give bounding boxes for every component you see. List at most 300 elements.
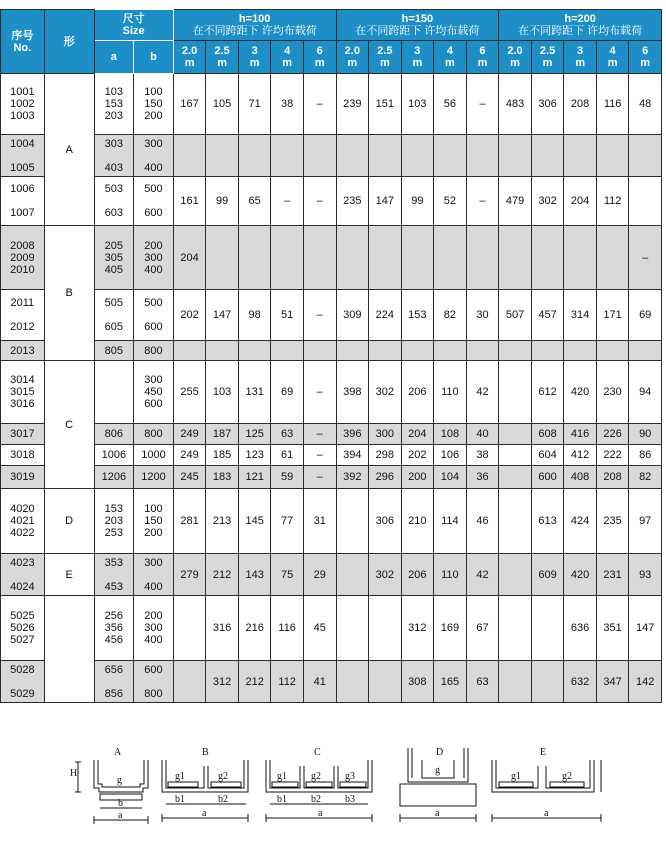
- load-value: 116: [271, 596, 304, 661]
- load-value: 99: [206, 177, 239, 226]
- load-value: [564, 226, 597, 290]
- load-value: [596, 135, 629, 177]
- diagram-title: D: [436, 747, 444, 758]
- load-value: [173, 596, 206, 661]
- header-span: 3 m: [401, 41, 434, 74]
- load-value: 608: [531, 424, 564, 445]
- dim-label: g2: [562, 771, 572, 782]
- load-value: 187: [206, 424, 239, 445]
- diagram-c: [266, 747, 372, 822]
- load-value: 143: [238, 554, 271, 596]
- load-value: [499, 135, 532, 177]
- load-value: 106: [434, 445, 467, 466]
- load-value: 147: [369, 177, 402, 226]
- load-value: 613: [531, 489, 564, 554]
- header-size-b: b: [134, 41, 174, 74]
- load-value: 235: [336, 177, 369, 226]
- load-value: 309: [336, 290, 369, 341]
- table-row: [1, 661, 662, 703]
- size-b: 500 600: [134, 177, 174, 226]
- load-value: 112: [596, 177, 629, 226]
- diagram-d: [400, 747, 476, 822]
- load-value: 204: [564, 177, 597, 226]
- load-value: [564, 135, 597, 177]
- load-value: 316: [206, 596, 239, 661]
- table-row: [1, 424, 662, 445]
- load-value: 99: [401, 177, 434, 226]
- header-span: 6 m: [466, 41, 499, 74]
- load-value: [401, 135, 434, 177]
- load-value: [336, 596, 369, 661]
- table-row: [1, 554, 662, 596]
- load-value: 36: [466, 466, 499, 489]
- size-b: 1000: [134, 445, 174, 466]
- load-value: 103: [401, 74, 434, 135]
- load-value: 312: [401, 596, 434, 661]
- dim-label: a: [202, 808, 207, 819]
- load-value: 609: [531, 554, 564, 596]
- load-value: [531, 596, 564, 661]
- load-value: 222: [596, 445, 629, 466]
- load-value: –: [303, 74, 336, 135]
- load-value: [531, 135, 564, 177]
- size-a: 353 453: [94, 554, 134, 596]
- load-value: 612: [531, 361, 564, 424]
- load-value: 420: [564, 361, 597, 424]
- item-number: 1001 1002 1003: [1, 74, 45, 135]
- dim-label: b1: [277, 794, 287, 805]
- table-row: [1, 135, 662, 177]
- load-value: 212: [206, 554, 239, 596]
- dim-label: g1: [277, 771, 287, 782]
- load-value: 142: [629, 661, 662, 703]
- dim-label: b3: [345, 794, 355, 805]
- load-value: [271, 226, 304, 290]
- size-b: 200 300 400: [134, 596, 174, 661]
- load-value: 69: [271, 361, 304, 424]
- header-span: 3 m: [238, 41, 271, 74]
- load-value: 63: [466, 661, 499, 703]
- load-value: [238, 226, 271, 290]
- load-value: 114: [434, 489, 467, 554]
- load-value: 398: [336, 361, 369, 424]
- load-value: [336, 226, 369, 290]
- size-a: 806: [94, 424, 134, 445]
- load-value: [369, 226, 402, 290]
- item-number: 3019: [1, 466, 45, 489]
- dim-label: a: [435, 808, 440, 819]
- load-value: –: [466, 177, 499, 226]
- dim-label: b2: [218, 794, 228, 805]
- size-a: 103 153 203: [94, 74, 134, 135]
- load-value: 71: [238, 74, 271, 135]
- load-value: 216: [238, 596, 271, 661]
- dim-label: g3: [345, 771, 355, 782]
- size-b: 800: [134, 424, 174, 445]
- dim-label: g: [117, 775, 122, 786]
- item-number: 5028 5029: [1, 661, 45, 703]
- load-value: 42: [466, 554, 499, 596]
- load-value: 224: [369, 290, 402, 341]
- load-value: 75: [271, 554, 304, 596]
- item-number: 4023 4024: [1, 554, 45, 596]
- dim-label: a: [118, 810, 123, 821]
- load-value: [173, 135, 206, 177]
- dim-label: b2: [311, 794, 321, 805]
- load-value: 314: [564, 290, 597, 341]
- group-h-label: h=200: [564, 13, 596, 25]
- header-span: 2.5 m: [369, 41, 402, 74]
- group-caption: 在不同跨距下 许均布载荷: [518, 25, 643, 37]
- diagram-title: B: [202, 747, 209, 758]
- load-value: 161: [173, 177, 206, 226]
- table-row: [1, 361, 662, 424]
- load-value: [434, 226, 467, 290]
- load-value: [466, 341, 499, 361]
- load-value: 300: [369, 424, 402, 445]
- size-a: 805: [94, 341, 134, 361]
- dim-label: b1: [175, 794, 185, 805]
- load-value: [629, 341, 662, 361]
- group-h-label: h=150: [401, 13, 434, 25]
- shape-type: A: [44, 74, 94, 226]
- load-value: 306: [369, 489, 402, 554]
- load-value: 255: [173, 361, 206, 424]
- load-value: [303, 341, 336, 361]
- load-value: 90: [629, 424, 662, 445]
- load-value: 636: [564, 596, 597, 661]
- load-value: [499, 445, 532, 466]
- load-value: 424: [564, 489, 597, 554]
- header-span: 2.5 m: [206, 41, 239, 74]
- load-value: 185: [206, 445, 239, 466]
- load-value: 208: [564, 74, 597, 135]
- load-value: 245: [173, 466, 206, 489]
- load-value: 147: [206, 290, 239, 341]
- load-value: 231: [596, 554, 629, 596]
- load-value: 67: [466, 596, 499, 661]
- header-span: 2.0 m: [499, 41, 532, 74]
- load-value: 302: [369, 361, 402, 424]
- load-value: 279: [173, 554, 206, 596]
- load-value: 206: [401, 554, 434, 596]
- load-value: –: [303, 177, 336, 226]
- size-b: 800: [134, 341, 174, 361]
- load-value: 306: [531, 74, 564, 135]
- load-value: [271, 135, 304, 177]
- load-value: 302: [531, 177, 564, 226]
- group-caption: 在不同跨距下 许均布载荷: [192, 25, 317, 37]
- load-value: 408: [564, 466, 597, 489]
- cross-section-figures: [56, 746, 616, 826]
- table-row: [1, 226, 662, 290]
- load-value: 86: [629, 445, 662, 466]
- load-value: 392: [336, 466, 369, 489]
- load-value: [173, 341, 206, 361]
- load-value: 169: [434, 596, 467, 661]
- shape-type: E: [44, 554, 94, 596]
- load-value: 42: [466, 361, 499, 424]
- load-value: [369, 341, 402, 361]
- load-value: 298: [369, 445, 402, 466]
- load-value: 153: [401, 290, 434, 341]
- header-span: 4 m: [434, 41, 467, 74]
- size-a: 153 203 253: [94, 489, 134, 554]
- load-value: 208: [596, 466, 629, 489]
- load-value: 202: [173, 290, 206, 341]
- load-value: –: [271, 177, 304, 226]
- load-value: [499, 466, 532, 489]
- size-b: 100 150 200: [134, 74, 174, 135]
- size-a: 1206: [94, 466, 134, 489]
- size-a: 656 856: [94, 661, 134, 703]
- load-value: [499, 596, 532, 661]
- size-a: 303 403: [94, 135, 134, 177]
- item-number: 3018: [1, 445, 45, 466]
- load-value: [206, 341, 239, 361]
- load-value: 94: [629, 361, 662, 424]
- load-value: –: [466, 74, 499, 135]
- load-value: 604: [531, 445, 564, 466]
- load-value: 249: [173, 424, 206, 445]
- load-value: 412: [564, 445, 597, 466]
- load-value: 204: [173, 226, 206, 290]
- diagram-b: [162, 747, 248, 822]
- load-value: [499, 341, 532, 361]
- load-value: 600: [531, 466, 564, 489]
- load-value: 82: [629, 466, 662, 489]
- load-value: 103: [206, 361, 239, 424]
- load-value: 29: [303, 554, 336, 596]
- load-value: [434, 341, 467, 361]
- load-value: [238, 341, 271, 361]
- header-span: 6 m: [629, 41, 662, 74]
- load-value: 200: [401, 466, 434, 489]
- load-value: 396: [336, 424, 369, 445]
- header-span: 4 m: [596, 41, 629, 74]
- size-b: 1200: [134, 466, 174, 489]
- header-size: 尺寸 Size: [94, 10, 173, 41]
- load-value: [303, 135, 336, 177]
- size-a: 1006: [94, 445, 134, 466]
- load-value: [629, 177, 662, 226]
- load-value: [206, 226, 239, 290]
- size-a: 503 603: [94, 177, 134, 226]
- load-value: 110: [434, 554, 467, 596]
- load-value: 69: [629, 290, 662, 341]
- item-number: 2011 2012: [1, 290, 45, 341]
- shape-type: C: [44, 361, 94, 489]
- size-a: [94, 361, 134, 424]
- load-value: 210: [401, 489, 434, 554]
- dim-label: g2: [218, 771, 228, 782]
- load-value: 30: [466, 290, 499, 341]
- load-value: [499, 361, 532, 424]
- item-number: 1006 1007: [1, 177, 45, 226]
- load-value: 632: [564, 661, 597, 703]
- load-value: [336, 661, 369, 703]
- load-value: [336, 341, 369, 361]
- table-row: [1, 341, 662, 361]
- load-value: 167: [173, 74, 206, 135]
- load-value: 108: [434, 424, 467, 445]
- load-value: [336, 554, 369, 596]
- load-value: 351: [596, 596, 629, 661]
- header-group-h200: [499, 10, 662, 41]
- load-value: 302: [369, 554, 402, 596]
- load-value: [173, 661, 206, 703]
- table-row: [1, 445, 662, 466]
- load-value: 112: [271, 661, 304, 703]
- load-value: 308: [401, 661, 434, 703]
- load-value: [401, 341, 434, 361]
- dim-label: a: [318, 808, 323, 819]
- load-value: [336, 489, 369, 554]
- diagram-title: A: [114, 747, 122, 758]
- dim-label: a: [544, 808, 549, 819]
- size-b: 300 400: [134, 135, 174, 177]
- diagram-title: E: [540, 747, 547, 758]
- load-value: 230: [596, 361, 629, 424]
- diagram-a: [70, 747, 148, 824]
- load-value: 52: [434, 177, 467, 226]
- load-value: 281: [173, 489, 206, 554]
- load-value: [434, 135, 467, 177]
- load-value: [531, 661, 564, 703]
- header-span: 2.5 m: [531, 41, 564, 74]
- load-value: 296: [369, 466, 402, 489]
- load-value: 171: [596, 290, 629, 341]
- load-value: 457: [531, 290, 564, 341]
- load-value: –: [303, 466, 336, 489]
- table-row: [1, 596, 662, 661]
- header-span: 3 m: [564, 41, 597, 74]
- load-value: [401, 226, 434, 290]
- size-a: 256 356 456: [94, 596, 134, 661]
- load-value: [499, 554, 532, 596]
- dim-label: g2: [311, 771, 321, 782]
- load-value: 202: [401, 445, 434, 466]
- load-value: [303, 226, 336, 290]
- load-value: 63: [271, 424, 304, 445]
- load-value: 48: [629, 74, 662, 135]
- header-group-h150: [336, 10, 499, 41]
- load-value: 147: [629, 596, 662, 661]
- item-number: 5025 5026 5027: [1, 596, 45, 661]
- size-b: 500 600: [134, 290, 174, 341]
- load-value: 121: [238, 466, 271, 489]
- load-value: 98: [238, 290, 271, 341]
- shape-type: D: [44, 489, 94, 554]
- load-value: 105: [206, 74, 239, 135]
- load-value: 204: [401, 424, 434, 445]
- load-value: –: [629, 226, 662, 290]
- item-number: 2013: [1, 341, 45, 361]
- load-value: [206, 135, 239, 177]
- diagram-e: [492, 747, 601, 822]
- diagram-title: C: [314, 747, 321, 758]
- load-value: 51: [271, 290, 304, 341]
- load-value: 206: [401, 361, 434, 424]
- load-value: [499, 661, 532, 703]
- dim-label: g1: [175, 771, 185, 782]
- load-value: [499, 226, 532, 290]
- table-row: [1, 466, 662, 489]
- table-row: [1, 489, 662, 554]
- load-value: 40: [466, 424, 499, 445]
- load-value: [369, 596, 402, 661]
- load-value: 507: [499, 290, 532, 341]
- load-value: [466, 226, 499, 290]
- header-span: 4 m: [271, 41, 304, 74]
- load-value: 239: [336, 74, 369, 135]
- item-number: 4020 4021 4022: [1, 489, 45, 554]
- load-value: 420: [564, 554, 597, 596]
- item-number: 1004 1005: [1, 135, 45, 177]
- load-value: [596, 341, 629, 361]
- load-value: 110: [434, 361, 467, 424]
- header-shape: 形: [44, 10, 94, 74]
- load-value: [499, 489, 532, 554]
- group-h-label: h=100: [238, 13, 271, 25]
- load-value: 145: [238, 489, 271, 554]
- load-value: [369, 661, 402, 703]
- load-value: 31: [303, 489, 336, 554]
- load-value: [466, 135, 499, 177]
- load-value: [271, 341, 304, 361]
- size-b: 100 150 200: [134, 489, 174, 554]
- load-value: 82: [434, 290, 467, 341]
- load-value: 125: [238, 424, 271, 445]
- header-group-h100: [173, 10, 336, 41]
- size-a: 205 305 405: [94, 226, 134, 290]
- load-value: 46: [466, 489, 499, 554]
- load-value: 165: [434, 661, 467, 703]
- load-value: 213: [206, 489, 239, 554]
- item-number: 3014 3015 3016: [1, 361, 45, 424]
- load-value: 104: [434, 466, 467, 489]
- item-number: 2008 2009 2010: [1, 226, 45, 290]
- load-value: –: [303, 445, 336, 466]
- load-value: 249: [173, 445, 206, 466]
- load-value: 151: [369, 74, 402, 135]
- load-value: 123: [238, 445, 271, 466]
- load-value: 312: [206, 661, 239, 703]
- dim-label: g1: [511, 771, 521, 782]
- load-value: [596, 226, 629, 290]
- load-value: –: [303, 424, 336, 445]
- load-value: 116: [596, 74, 629, 135]
- load-value: [336, 135, 369, 177]
- shape-type: [44, 596, 94, 703]
- load-value: 131: [238, 361, 271, 424]
- load-value: 38: [466, 445, 499, 466]
- load-value: –: [303, 361, 336, 424]
- load-value: 212: [238, 661, 271, 703]
- load-value: 45: [303, 596, 336, 661]
- load-value: [531, 226, 564, 290]
- height-label: H: [70, 768, 78, 779]
- load-value: 226: [596, 424, 629, 445]
- size-a: 505 605: [94, 290, 134, 341]
- dim-label: g: [435, 765, 440, 776]
- load-value: [238, 135, 271, 177]
- load-value: 61: [271, 445, 304, 466]
- header-span: 2.0 m: [173, 41, 206, 74]
- size-b: 600 800: [134, 661, 174, 703]
- load-value: –: [303, 290, 336, 341]
- load-value: 479: [499, 177, 532, 226]
